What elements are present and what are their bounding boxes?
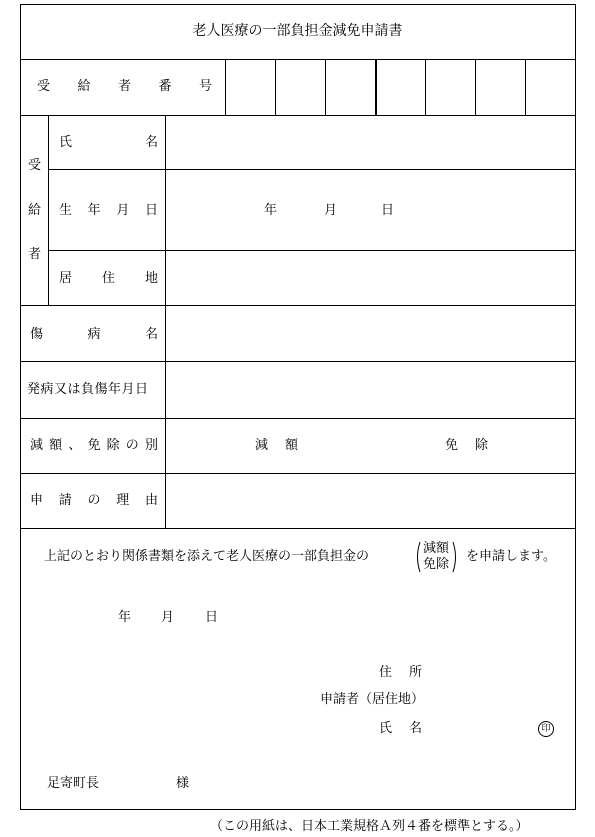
birth-day-unit: 日 (381, 203, 395, 218)
statement-end: を申請します。 (466, 549, 556, 564)
birth-year-unit: 年 (264, 203, 278, 218)
name-field[interactable] (166, 116, 574, 169)
applicant-address-label: 住 所 (379, 665, 422, 680)
reason-field[interactable] (166, 474, 574, 528)
exemption-option[interactable]: 免 除 (445, 438, 488, 453)
date-year-unit: 年 (118, 610, 132, 625)
date-month-unit: 月 (161, 610, 175, 625)
date-day-unit: 日 (205, 610, 219, 625)
recipient-label-2: 給 (28, 203, 42, 218)
recipient-number-label: 受 給 者 番 号 (37, 79, 212, 94)
choice-exemption[interactable]: 免除 (423, 557, 450, 572)
reason-label: 申 請 の 理 由 (30, 493, 158, 508)
birthdate-label: 生 年 月 日 (59, 203, 158, 218)
reduction-option[interactable]: 減 額 (255, 438, 298, 453)
recipient-number-boxes[interactable] (226, 60, 574, 115)
birth-month-unit: 月 (324, 203, 338, 218)
applicant-label: 申請者（居住地） (320, 692, 425, 707)
addressee-mayor: 足寄町長 (47, 776, 100, 791)
onset-field[interactable] (166, 362, 574, 418)
birthdate-field[interactable] (166, 170, 574, 250)
divider (48, 115, 49, 305)
recipient-label-1: 受 (28, 158, 42, 173)
form-title: 老人医療の一部負担金減免申請書 (192, 23, 403, 39)
address-label: 居 住 地 (59, 271, 158, 286)
footnote: （この用紙は、日本工業規格Ａ列４番を標準とする。） (210, 819, 529, 834)
reduction-kind-label: 減 額 、 免 除 の 別 (30, 438, 158, 453)
disease-field[interactable] (166, 306, 574, 361)
seal-mark: 印 (538, 721, 554, 737)
recipient-label-3: 者 (28, 247, 42, 262)
applicant-name-label: 氏 名 (379, 721, 422, 736)
address-field[interactable] (166, 251, 574, 305)
name-label: 氏 名 (59, 135, 158, 150)
divider (20, 418, 575, 419)
choice-reduction[interactable]: 減額 (423, 541, 450, 556)
statement-text: 上記のとおり関係書類を添えて老人医療の一部負担金の (44, 549, 370, 564)
addressee-honorific: 様 (176, 776, 190, 791)
onset-label: 発病又は負傷年月日 (27, 382, 149, 397)
disease-label: 傷 病 名 (30, 327, 158, 342)
divider (20, 528, 575, 529)
